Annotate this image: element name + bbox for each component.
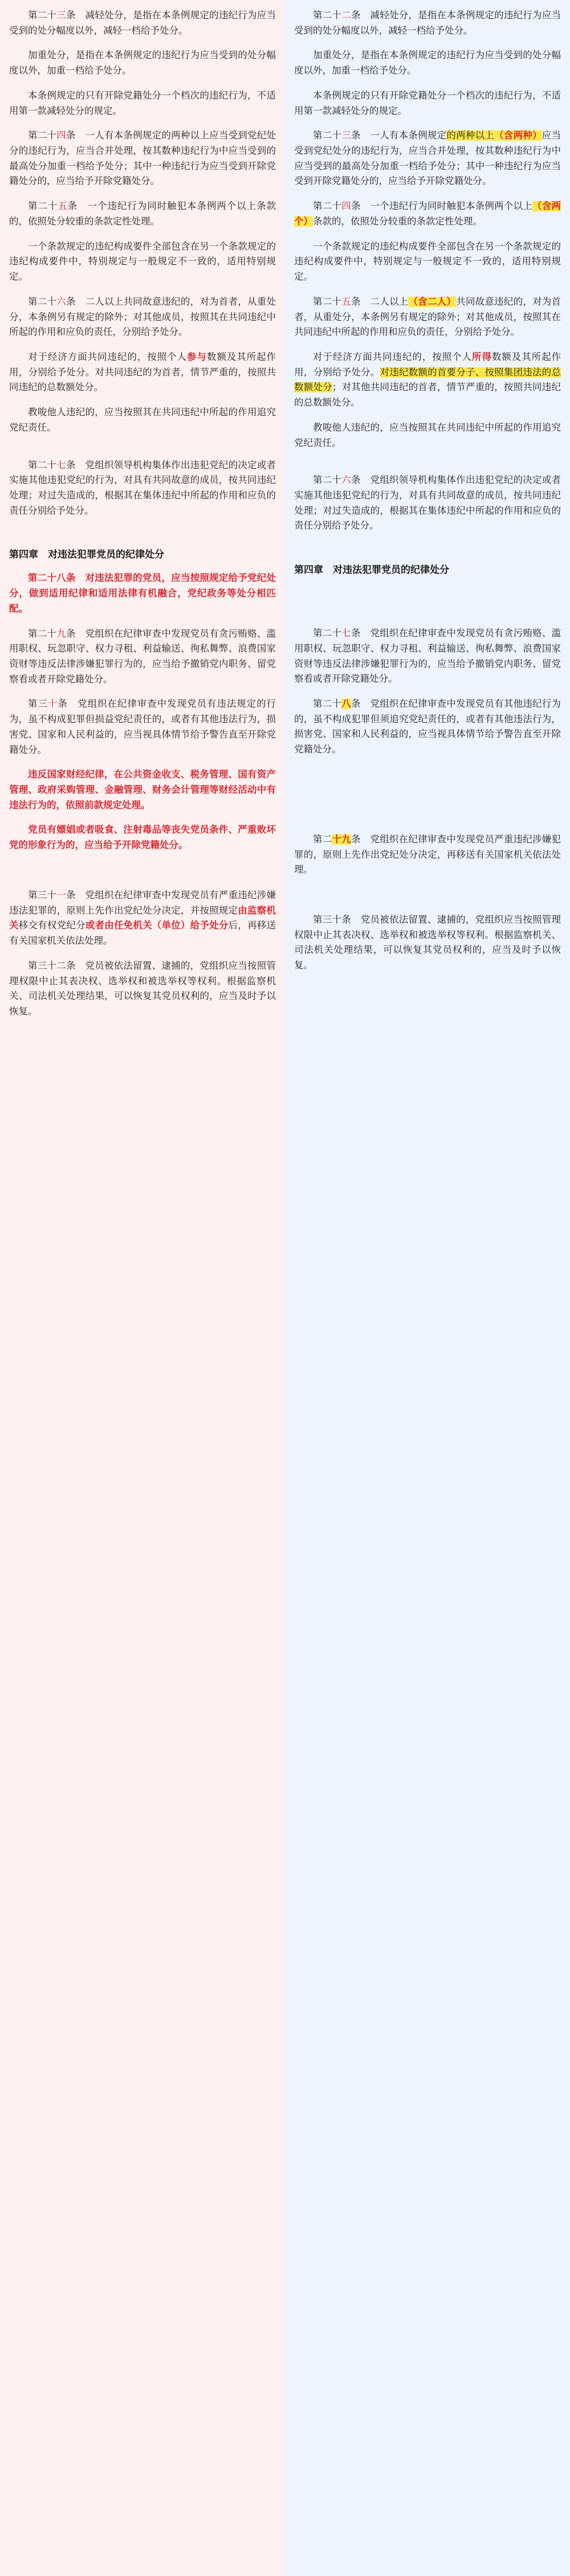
body-text: 条 党组织在纪律审查中发现党员有严重违纪涉嫌违法犯罪的，原则上先作出党纪处分决定，并按照规定 — [9, 890, 276, 916]
highlighted-text: 党员有嫖娼或者吸食、注射毒品等丧失党员条件、严重败坏党的形象行为的，应当给予开除党籍处分。 — [9, 825, 276, 851]
body-text: 条 二人以上共同故意违纪的，对为首者，从重处分，本条例另有规定的除外；对其他成员，按照其在共同违纪中所起的作用和应负的责任，分别给予处分。 — [9, 296, 276, 338]
chapter-heading — [294, 562, 561, 576]
regulation-paragraph — [9, 239, 276, 285]
highlighted-text: 四 — [341, 201, 351, 212]
body-text: 本条例规定的只有开除党籍处分一个档次的违纪行为，不适用第一款减轻处分的规定。 — [294, 90, 561, 116]
regulation-paragraph — [9, 959, 276, 1019]
highlighted-text: 对违纪数额的首要分子、按照集团违法的总数额处分 — [294, 367, 561, 393]
body-text: 条 一个违纪行为同时触犯本条例两个以上条款的，依照处分较重的条款定性处理。 — [9, 201, 276, 227]
highlighted-text: 六 — [56, 296, 66, 307]
regulation-paragraph — [9, 458, 276, 519]
highlighted-text: 由监察机关 — [9, 905, 276, 931]
body-text: 条 党组织领导机构集体作出违犯党纪的决定或者实施其他违犯党纪的行为，对具有共同故意的成员，按共同违纪处理；对过失造成的，根据其在集体违纪中所起的作用和应负的责任分别给予处分。 — [9, 460, 276, 516]
body-text: 第二十 — [313, 130, 342, 141]
highlighted-text: 五 — [341, 296, 351, 307]
body-text: 条 减轻处分，是指在本条例规定的违纪行为应当受到的处分幅度以外，减轻一档给予处分。 — [294, 10, 561, 36]
highlighted-text: 十 — [47, 699, 58, 710]
highlighted-text: 六 — [341, 475, 351, 486]
body-text: 第三 — [28, 699, 48, 710]
body-text: 对于经济方面共同违纪的，按照个人 — [313, 351, 472, 362]
body-text: 第二十 — [28, 130, 57, 141]
body-text: 第四章 对违法犯罪党员的纪律处分 — [294, 564, 449, 576]
body-text: 第二十 — [28, 201, 58, 212]
regulation-paragraph — [294, 350, 561, 411]
highlighted-text: 五 — [58, 201, 68, 212]
vertical-spacer — [9, 528, 276, 540]
highlighted-text: 八 — [341, 699, 351, 709]
body-text: ；对其他共同违纪的首者，情节严重的，按照共同违纪的总数额处分。 — [294, 382, 561, 408]
body-text: 加重处分，是指在本条例规定的违纪行为应当受到的处分幅度以外，加重一档给予处分。 — [9, 50, 276, 76]
regulation-paragraph — [294, 48, 561, 78]
revised-regulation-column — [285, 0, 570, 2576]
body-text: 第三十条 党员被依法留置、逮捕的，党组织应当按照管理权限中止其表决权、选举权和被选举权等权利。根据监察机关、司法机关处理结果，可以恢复其党员权利的，应当及时予以恢复。 — [294, 915, 561, 971]
vertical-spacer — [9, 863, 276, 888]
vertical-spacer — [294, 460, 561, 473]
regulation-paragraph — [9, 571, 276, 616]
regulation-paragraph — [294, 626, 561, 687]
body-text: 教唆他人违纪的，应当按照其在共同违纪中所起的作用追究党纪责任。 — [9, 407, 276, 433]
vertical-spacer — [294, 586, 561, 626]
regulation-paragraph — [9, 822, 276, 853]
highlighted-text: 所得 — [472, 351, 492, 362]
chapter-heading — [9, 546, 276, 560]
highlighted-text: 的两种以上 — [446, 130, 495, 141]
highlighted-text: 三 — [341, 130, 351, 141]
regulation-paragraph — [9, 888, 276, 949]
body-text: 第二十 — [313, 699, 342, 709]
highlighted-text: 三 — [56, 10, 66, 21]
regulation-paragraph — [9, 697, 276, 757]
body-text: 条 党组织在纪律审查中发现党员严重违纪涉嫌犯罪的，原则上先作出党纪处分决定，再移送有关国家机关依法处理。 — [294, 834, 561, 875]
body-text: 条款的，依照处分较重的条款定性处理。 — [313, 216, 482, 227]
regulation-paragraph — [9, 350, 276, 395]
regulation-paragraph — [294, 8, 561, 38]
highlighted-text: （含两个） — [294, 201, 561, 227]
body-text: 加重处分，是指在本条例规定的违纪行为应当受到的处分幅度以外，加重一档给予处分。 — [294, 50, 561, 76]
body-text: 教唆他人违纪的，应当按照其在共同违纪中所起的作用追究党纪责任。 — [294, 422, 561, 448]
regulation-paragraph — [9, 626, 276, 687]
body-text: 共同故意违纪的，对为首者，从重处分，本条例另有规定的除外；对其他成员，按照其在共同违纪中所起的作用和应负的责任，分别给予处分。 — [294, 296, 561, 338]
body-text: 第二 — [313, 834, 332, 845]
body-text: 第二十 — [313, 10, 342, 21]
body-text: 条 一个违纪行为同时触犯本条例两个以上 — [351, 201, 533, 212]
body-text: 条 二人以上 — [351, 296, 409, 307]
regulation-paragraph — [294, 88, 561, 118]
vertical-spacer — [294, 543, 561, 556]
body-text: 应当受到党纪处分的违纪行为，应当合并处理，按其数种违纪行为中应当受到的最高处分加重一档给予处分；其中一种违纪行为应当受到开除党籍处分的，应当给予开除党籍处分。 — [294, 130, 561, 187]
body-text: 条 党组织领导机构集体作出违犯党纪的决定或者实施其他违犯党纪的行为，对具有共同故意的成员，按共同违纪处理；对过失造成的，根据其在集体违纪中所起的作用和应负的责任分别给予处分。 — [294, 475, 561, 531]
body-text: 对于经济方面共同违纪的，按照个人 — [28, 351, 187, 362]
body-text: 移交有权党纪分 — [18, 920, 85, 931]
body-text: 第三十 — [28, 890, 57, 900]
highlighted-text: 七 — [56, 460, 66, 470]
regulation-paragraph — [9, 767, 276, 813]
body-text: 第二十 — [313, 296, 342, 307]
body-text: 第二十 — [313, 201, 342, 212]
body-text: 第三十二条 党员被依法留置、逮捕的，党组织应当按照管理权限中止其表决权、选举权和被选举权等权利。根据监察机关、司法机关处理结果，可以恢复其党员权利的，应当及时予以恢复。 — [9, 960, 276, 1017]
body-text: 条 党组织在纪律审查中发现党员有贪污贿赂、滥用职权、玩忽职守、权力寻租、利益输送、徇私舞弊、浪费国家资财等违反法律涉嫌犯罪行为的，应当给予撤销党内职务、留党察看或者开除党籍处分。 — [9, 628, 276, 685]
highlighted-text: （含二人） — [408, 296, 457, 307]
highlighted-text: 十九 — [332, 834, 351, 845]
vertical-spacer — [294, 792, 561, 832]
regulation-paragraph — [294, 294, 561, 340]
body-text: 第二十 — [28, 460, 57, 470]
vertical-spacer — [294, 767, 561, 792]
body-text: 数额及其所起作用，分别给予处分。 — [294, 351, 561, 378]
body-text: 条 党组织在纪律审查中发现党员有贪污贿赂、滥用职权、玩忽职守、权力寻租、利益输送、徇私舞弊、浪费国家资财等违反法律涉嫌犯罪行为的，应当给予撤销党内职务、留党察看或者开除党籍处分。 — [294, 628, 561, 685]
highlighted-text: 四 — [56, 130, 66, 141]
highlighted-text: 七 — [341, 628, 351, 639]
body-text: 第二十 — [28, 296, 57, 307]
regulation-paragraph — [294, 239, 561, 285]
body-text: 一个条款规定的违纪构成要件全部包含在另一个条款规定的违纪构成要件中，特别规定与一般规定不一致的，适用特别规定。 — [9, 241, 276, 282]
body-text: 本条例规定的只有开除党籍处分一个档次的违纪行为，不适用第一款减轻处分的规定。 — [9, 90, 276, 116]
body-text: 条 党组织在纪律审查中发现党员有其他违纪行为的，虽不构成犯罪但须追究党纪责任的，或者有其他违法行为，损害党、国家和人民利益的，应当视具体情节给予警告直至开除党籍处分。 — [294, 699, 561, 755]
body-text: 第二十 — [313, 475, 342, 486]
body-text: 条 一人有本条例规定的两种以上应当受到党纪处分的违纪行为，应当合并处理，按其数种违纪行为中应当受到的最高处分加重一档给予处分；其中一种违纪行为应当受到开除党籍处分的，应当给予开除党籍处分。 — [9, 130, 276, 187]
highlighted-text: 第二十八条 对违法犯罪的党员，应当按照规定给予党纪处分，做到适用纪律和适用法律有机融合，党纪政务等处分相匹配。 — [9, 573, 276, 614]
highlighted-text: 或者由任免机关（单位）给予处分 — [85, 920, 229, 931]
body-text: 第二十 — [28, 10, 57, 21]
regulation-paragraph — [294, 832, 561, 878]
highlighted-text: 违反国家财经纪律，在公共资金收支、税务管理、国有资产管理、政府采购管理、金融管理、财务会计管理等财经活动中有违法行为的，依照前款规定处理。 — [9, 769, 276, 810]
regulation-paragraph — [294, 912, 561, 973]
regulation-paragraph — [294, 697, 561, 757]
body-text: 后，再移送有关国家机关依法处理。 — [9, 920, 276, 947]
regulation-paragraph — [294, 473, 561, 534]
body-text: 第二十 — [28, 628, 57, 639]
regulation-paragraph — [9, 199, 276, 229]
highlighted-text: 一 — [56, 890, 66, 900]
regulation-paragraph — [294, 128, 561, 189]
regulation-paragraph — [294, 420, 561, 451]
body-text: 第二十 — [313, 628, 342, 639]
body-text: 条 党组织在纪律审查中发现党员有违法规定的行为，虽不构成犯罪但损益党纪责任的，或者有其他违法行为，损害党、国家和人民利益的，应当视具体情节给予警告直至开除党籍处分。 — [9, 699, 276, 755]
regulation-paragraph — [9, 48, 276, 78]
regulation-paragraph — [9, 294, 276, 340]
vertical-spacer — [294, 887, 561, 912]
body-text: 数额及其所起作用，分别给予处分。对共同违纪的为首者，情节严重的，按照共同违纪的总数额处分。 — [9, 351, 276, 393]
regulation-paragraph — [9, 128, 276, 189]
vertical-spacer — [9, 445, 276, 458]
body-text: 第四章 对违法犯罪党员的纪律处分 — [9, 549, 164, 560]
highlighted-text: 二 — [341, 10, 351, 21]
regulation-paragraph — [9, 88, 276, 118]
body-text: 条 一人有本条例规定 — [351, 130, 447, 141]
regulation-paragraph — [9, 405, 276, 435]
highlighted-text: （含两种） — [494, 130, 542, 141]
regulation-paragraph — [294, 199, 561, 229]
body-text: 一个条款规定的违纪构成要件全部包含在另一个条款规定的违纪构成要件中，特别规定与一般规定不一致的，适用特别规定。 — [294, 241, 561, 282]
body-text: 条 减轻处分，是指在本条例规定的违纪行为应当受到的处分幅度以外，减轻一档给予处分。 — [9, 10, 276, 36]
regulation-paragraph — [9, 8, 276, 38]
highlighted-text: 九 — [56, 628, 66, 639]
highlighted-text: 参与 — [187, 351, 207, 362]
